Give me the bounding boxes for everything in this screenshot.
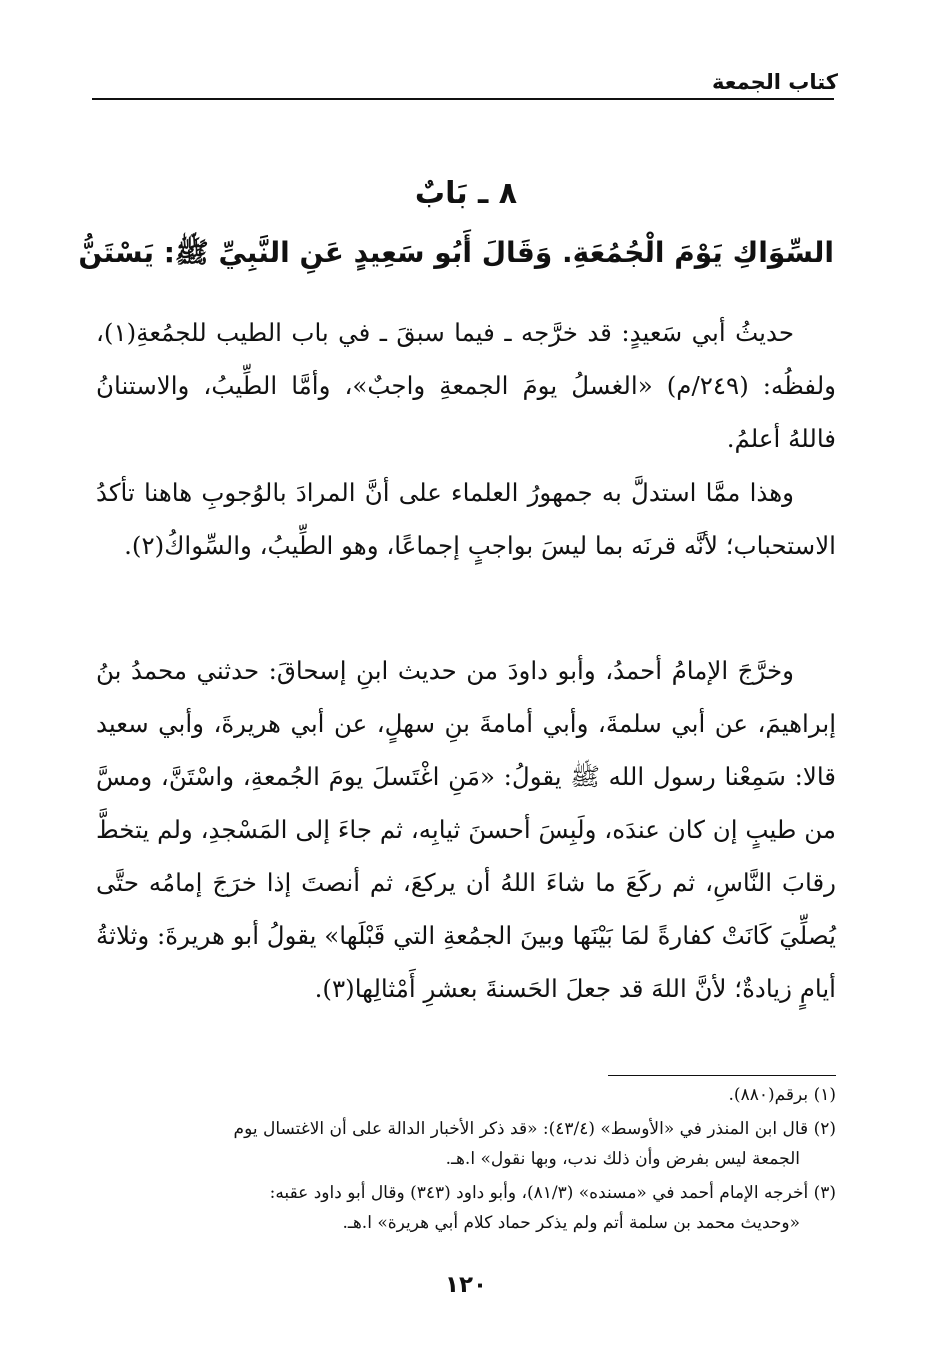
- running-head-title: كتاب الجمعة: [712, 70, 838, 94]
- body-paragraph-1: [96, 306, 836, 465]
- footnote-text: (٢) قال ابن المنذر في «الأوسط» (٤٣/٤): «قد ذكر الأخبار الدالة على أن الاغتسال يوم: [233, 1119, 836, 1139]
- body-paragraph-3: [96, 644, 836, 1015]
- footnote-1: [96, 1080, 836, 1110]
- paragraph-text: حديثُ أبي سَعيدٍ: قد خرَّجه ـ فيما سبقَ ـ في باب الطيب للجمُعةِ(١)، ولفظُه: (٢٤٩/م) «الغسلُ يومَ الجمعةِ واجبٌ»، وأمَّا الطِّيبُ، والاستنانُ فاللهُ أعلمُ.: [96, 318, 836, 453]
- chapter-number: ٨ ـ بَابٌ: [414, 176, 518, 211]
- footnote-text: (١) برقم(٨٨٠).: [728, 1085, 836, 1105]
- footnote-continuation: الجمعة ليس بفرض وأن ذلك ندب، وبها نقول» ا.هـ.: [445, 1149, 800, 1169]
- footnote-divider: [608, 1075, 836, 1076]
- footnote-2: [96, 1114, 836, 1174]
- body-paragraph-2: [96, 466, 836, 572]
- page-number: ١٢٠: [444, 1272, 488, 1298]
- footnote-3: [96, 1178, 836, 1238]
- paragraph-text: وهذا ممَّا استدلَّ به جمهورُ العلماء على أنَّ المرادَ بالوُجوبِ هاهنا تأكدُ الاستحباب؛ لأنَّه قرنَه بما ليسَ بواجبٍ إجماعًا، وهو الطِّيبُ، والسِّواكُ(٢).: [96, 478, 836, 560]
- chapter-title: السِّوَاكِ يَوْمَ الْجُمُعَةِ. وَقَالَ أَبُو سَعِيدٍ عَنِ النَّبِيِّ ﷺ: يَسْتَنُّ: [78, 236, 834, 269]
- paragraph-text: وخرَّجَ الإمامُ أحمدُ، وأبو داودَ من حديث ابنِ إسحاقَ: حدثني محمدُ بنُ إبراهيمَ، عن أبي سلمةَ، وأبي أمامةَ بنِ سهلٍ، عن أبي هريرةَ، وأبي سعيد قالا: سَمِعْنا رسول الله ﷺ يقولُ: «مَنِ اغْتَسلَ يومَ الجُمعةِ، واسْتَنَّ، ومسَّ من طيبٍ إن كان عندَه، ولَبِسَ أحسنَ ثيابِه، ثم جاءَ إلى المَسْجدِ، ولم يتخطَّ رقابَ النَّاسِ، ثم ركَعَ ما شاءَ اللهُ أن يركعَ، ثم أنصتَ إذا خرَجَ إمامُه حتَّى يُصلِّيَ كَانَتْ كفارةً لمَا بَيْنَها وبينَ الجمُعةِ التي قَبْلَها» يقولُ أبو هريرةَ: وثلاثةُ أيامٍ زيادةٌ؛ لأنَّ اللهَ قد جعلَ الحَسنةَ بعشرِ أَمْثالِها(٣).: [96, 656, 836, 1003]
- header-divider: [92, 98, 834, 100]
- footnote-continuation: «وحديث محمد بن سلمة أتم ولم يذكر حماد كلام أبي هريرة» ا.هـ.: [342, 1213, 800, 1233]
- footnote-text: (٣) أخرجه الإمام أحمد في «مسنده» (٨١/٣)، وأبو داود (٣٤٣) وقال أبو داود عقبه:: [269, 1183, 836, 1203]
- footnotes: [96, 1080, 836, 1242]
